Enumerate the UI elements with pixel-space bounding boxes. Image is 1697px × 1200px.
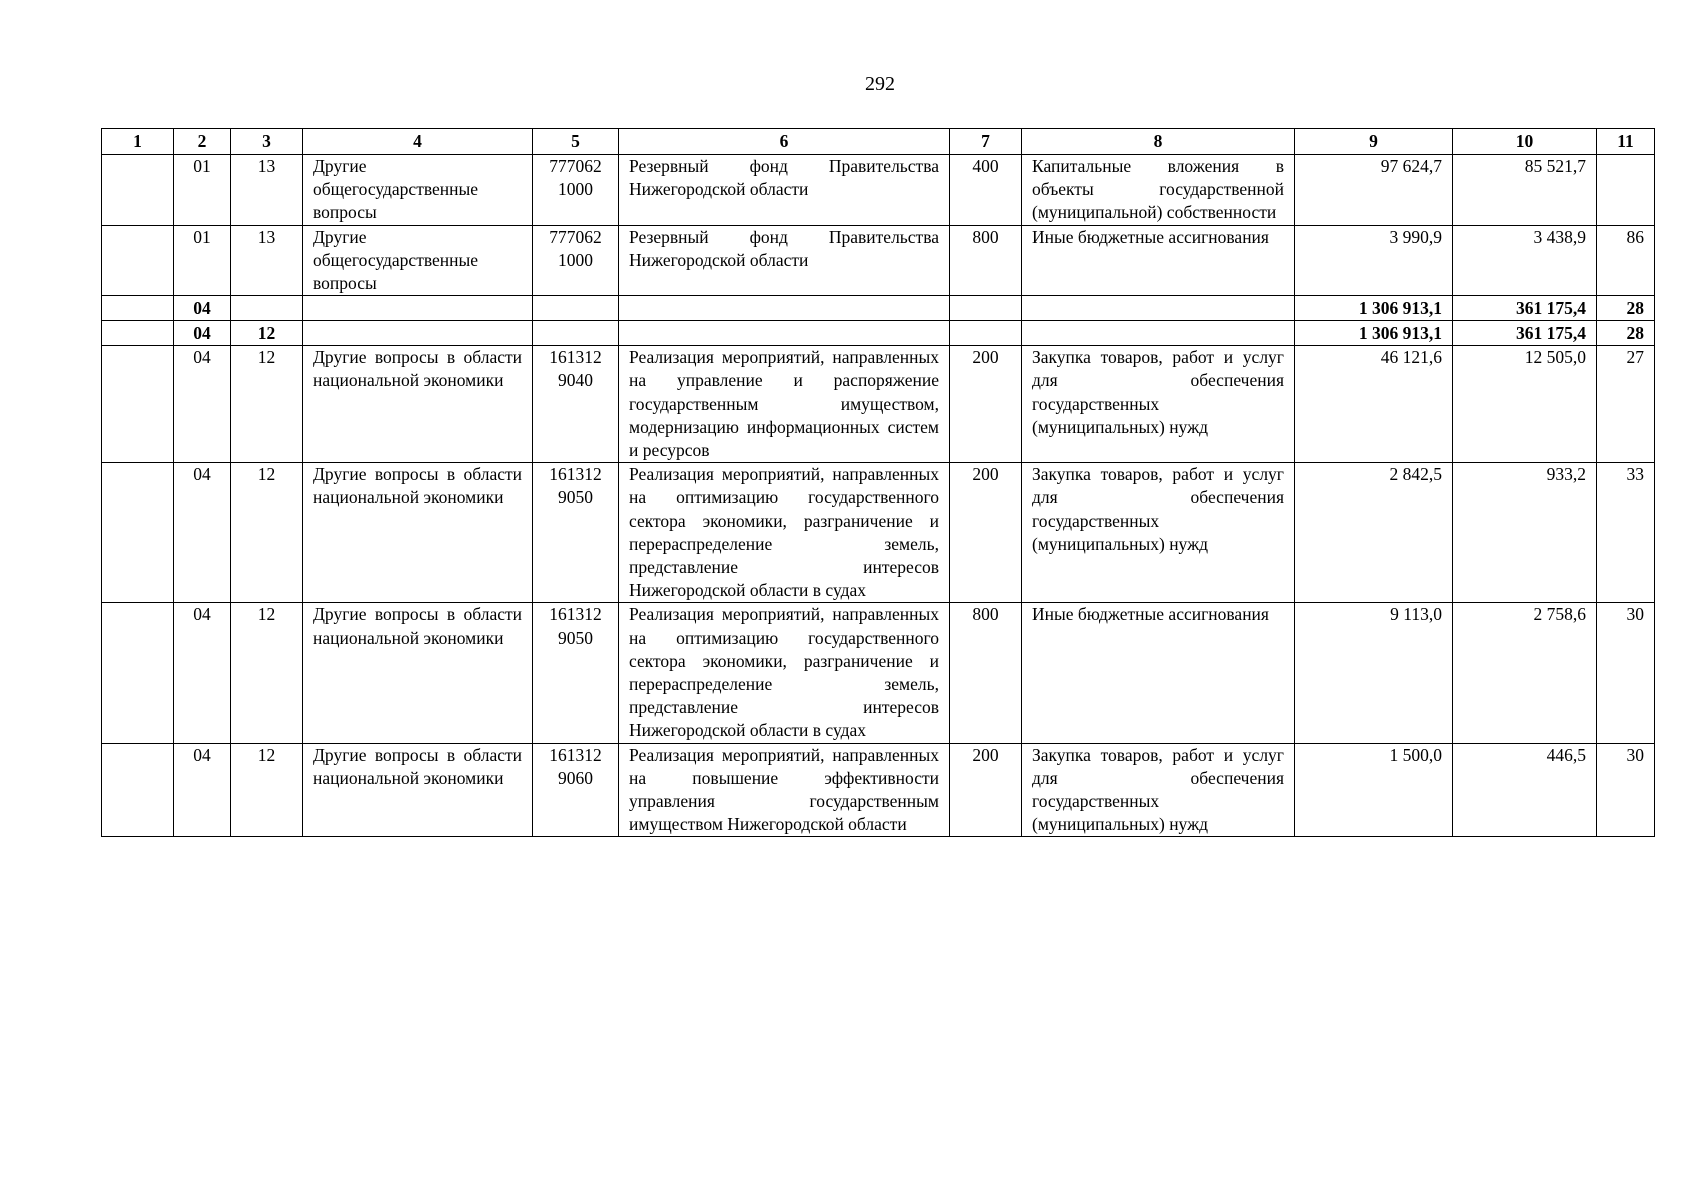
cell-expense-type [950, 296, 1022, 321]
cell-percent: 30 [1597, 603, 1655, 743]
column-header-7: 7 [950, 129, 1022, 155]
cell-article-name [619, 321, 950, 346]
cell-section-name: Другие вопросы в области национальной экономики [303, 743, 533, 837]
page-number: 292 [865, 73, 895, 95]
cell-expense-type: 200 [950, 346, 1022, 463]
cell-approved: 1 500,0 [1295, 743, 1453, 837]
table-row [102, 155, 1655, 226]
cell-target-article: 777062 1000 [533, 155, 619, 226]
cell-executed: 446,5 [1453, 743, 1597, 837]
cell-article-name: Реализация мероприятий, направленных на оптимизацию государственного сектора экономики, разграничение и перераспределение земель, представление интересов Нижегородской области в судах [619, 603, 950, 743]
cell-executed: 2 758,6 [1453, 603, 1597, 743]
column-header-6: 6 [619, 129, 950, 155]
cell-executed: 85 521,7 [1453, 155, 1597, 226]
cell-percent: 33 [1597, 463, 1655, 603]
cell-approved: 9 113,0 [1295, 603, 1453, 743]
cell-section: 04 [174, 603, 231, 743]
cell-section-name: Другие общегосударственные вопросы [303, 155, 533, 226]
cell-percent: 28 [1597, 296, 1655, 321]
column-header-9: 9 [1295, 129, 1453, 155]
cell-executed: 361 175,4 [1453, 296, 1597, 321]
cell-col1 [102, 155, 174, 226]
cell-expense-type-name: Капитальные вложения в объекты государственной (муниципальной) собственности [1022, 155, 1295, 226]
cell-section-name [303, 321, 533, 346]
cell-section-name: Другие вопросы в области национальной экономики [303, 346, 533, 463]
cell-col1 [102, 321, 174, 346]
cell-percent [1597, 155, 1655, 226]
cell-subsection [231, 296, 303, 321]
cell-expense-type-name [1022, 296, 1295, 321]
cell-col1 [102, 296, 174, 321]
cell-article-name: Реализация мероприятий, направленных на оптимизацию государственного сектора экономики, разграничение и перераспределение земель, представление интересов Нижегородской области в судах [619, 463, 950, 603]
cell-col1 [102, 603, 174, 743]
cell-target-article: 161312 9040 [533, 346, 619, 463]
column-header-5: 5 [533, 129, 619, 155]
cell-expense-type: 200 [950, 463, 1022, 603]
table-row-total [102, 296, 1655, 321]
table-header-row [102, 129, 1655, 155]
cell-target-article [533, 296, 619, 321]
cell-article-name: Реализация мероприятий, направленных на управление и распоряжение государственным имуществом, модернизацию информационных систем и ресурсов [619, 346, 950, 463]
cell-approved: 2 842,5 [1295, 463, 1453, 603]
cell-section: 01 [174, 225, 231, 296]
column-header-8: 8 [1022, 129, 1295, 155]
table-row [102, 463, 1655, 603]
cell-approved: 97 624,7 [1295, 155, 1453, 226]
column-header-2: 2 [174, 129, 231, 155]
cell-subsection: 13 [231, 225, 303, 296]
cell-section-name: Другие вопросы в области национальной экономики [303, 463, 533, 603]
cell-section: 04 [174, 346, 231, 463]
column-header-3: 3 [231, 129, 303, 155]
cell-subsection: 13 [231, 155, 303, 226]
table-row [102, 346, 1655, 463]
cell-executed: 12 505,0 [1453, 346, 1597, 463]
table-row-total [102, 321, 1655, 346]
cell-col1 [102, 346, 174, 463]
cell-section: 04 [174, 321, 231, 346]
cell-target-article [533, 321, 619, 346]
cell-expense-type: 200 [950, 743, 1022, 837]
cell-col1 [102, 743, 174, 837]
cell-col1 [102, 463, 174, 603]
cell-target-article: 161312 9050 [533, 463, 619, 603]
table-row [102, 603, 1655, 743]
cell-section: 01 [174, 155, 231, 226]
cell-article-name [619, 296, 950, 321]
cell-section: 04 [174, 743, 231, 837]
cell-executed: 3 438,9 [1453, 225, 1597, 296]
cell-expense-type: 800 [950, 225, 1022, 296]
cell-approved: 46 121,6 [1295, 346, 1453, 463]
cell-expense-type: 400 [950, 155, 1022, 226]
cell-percent: 86 [1597, 225, 1655, 296]
cell-section-name [303, 296, 533, 321]
budget-table [101, 128, 1655, 837]
cell-target-article: 161312 9060 [533, 743, 619, 837]
column-header-4: 4 [303, 129, 533, 155]
table-body [102, 155, 1655, 837]
cell-approved: 1 306 913,1 [1295, 296, 1453, 321]
cell-percent: 30 [1597, 743, 1655, 837]
cell-expense-type-name: Закупка товаров, работ и услуг для обеспечения государственных (муниципальных) нужд [1022, 463, 1295, 603]
cell-expense-type-name: Закупка товаров, работ и услуг для обеспечения государственных (муниципальных) нужд [1022, 346, 1295, 463]
cell-subsection: 12 [231, 743, 303, 837]
cell-article-name: Резервный фонд Правительства Нижегородской области [619, 225, 950, 296]
cell-percent: 28 [1597, 321, 1655, 346]
column-header-1: 1 [102, 129, 174, 155]
cell-article-name: Реализация мероприятий, направленных на повышение эффективности управления государственным имуществом Нижегородской области [619, 743, 950, 837]
cell-subsection: 12 [231, 603, 303, 743]
cell-subsection: 12 [231, 321, 303, 346]
cell-executed: 933,2 [1453, 463, 1597, 603]
cell-subsection: 12 [231, 346, 303, 463]
cell-approved: 1 306 913,1 [1295, 321, 1453, 346]
cell-executed: 361 175,4 [1453, 321, 1597, 346]
cell-article-name: Резервный фонд Правительства Нижегородской области [619, 155, 950, 226]
cell-expense-type-name: Иные бюджетные ассигнования [1022, 225, 1295, 296]
cell-section: 04 [174, 296, 231, 321]
column-header-10: 10 [1453, 129, 1597, 155]
cell-section-name: Другие вопросы в области национальной экономики [303, 603, 533, 743]
cell-expense-type-name: Иные бюджетные ассигнования [1022, 603, 1295, 743]
cell-section: 04 [174, 463, 231, 603]
cell-expense-type-name: Закупка товаров, работ и услуг для обеспечения государственных (муниципальных) нужд [1022, 743, 1295, 837]
cell-expense-type: 800 [950, 603, 1022, 743]
cell-section-name: Другие общегосударственные вопросы [303, 225, 533, 296]
cell-subsection: 12 [231, 463, 303, 603]
column-header-11: 11 [1597, 129, 1655, 155]
cell-col1 [102, 225, 174, 296]
cell-target-article: 777062 1000 [533, 225, 619, 296]
cell-target-article: 161312 9050 [533, 603, 619, 743]
cell-expense-type-name [1022, 321, 1295, 346]
cell-expense-type [950, 321, 1022, 346]
table-row [102, 743, 1655, 837]
cell-approved: 3 990,9 [1295, 225, 1453, 296]
table-row [102, 225, 1655, 296]
cell-percent: 27 [1597, 346, 1655, 463]
